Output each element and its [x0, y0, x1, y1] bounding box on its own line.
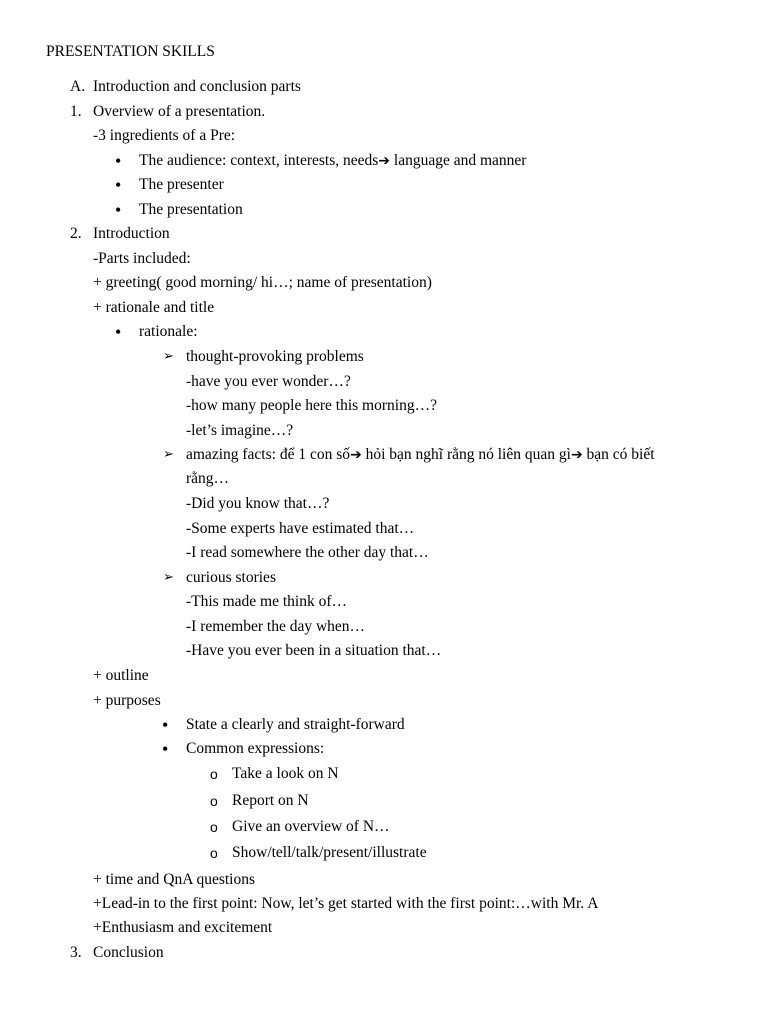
document-title: PRESENTATION SKILLS [46, 43, 215, 60]
example-phrase: -Did you know that…? [186, 495, 330, 512]
lead-in-text: +Lead-in to the first point: Now, let’s get started with the first point:…with Mr. A [93, 895, 599, 912]
list-item-text [139, 149, 526, 174]
purposes-text: + purposes [93, 692, 161, 709]
time-qna-text: + time and QnA questions [93, 871, 256, 888]
right-arrow-icon: ➔ [570, 447, 583, 463]
expression-text: Take a look on N [232, 765, 339, 782]
circle-bullet-icon: o [210, 819, 218, 835]
rationale-label: rationale: [139, 323, 198, 340]
item2-marker: 2. [70, 225, 82, 242]
amazing-facts-text [186, 443, 655, 468]
disc-bullet-icon: • [115, 151, 122, 171]
expression-text: Give an overview of N… [232, 818, 390, 835]
disc-bullet-icon: • [115, 175, 122, 195]
section-a-heading: Introduction and conclusion parts [93, 78, 301, 95]
example-phrase: -I read somewhere the other day that… [186, 544, 429, 561]
expression-text: Show/tell/talk/present/illustrate [232, 844, 427, 861]
amazing-facts-part: hỏi bạn nghĩ rằng nó liên quan gì [361, 446, 571, 463]
right-arrow-icon: ➔ [349, 447, 362, 463]
section-a-marker: A. [70, 78, 86, 95]
disc-bullet-icon: • [115, 200, 122, 220]
item1-heading: Overview of a presentation. [93, 103, 266, 120]
example-phrase: -how many people here this morning…? [186, 397, 437, 414]
item2-heading: Introduction [93, 225, 170, 242]
item3-heading: Conclusion [93, 944, 164, 961]
disc-bullet-icon: • [162, 739, 169, 759]
disc-bullet-icon: • [115, 322, 122, 342]
example-phrase: -let’s imagine…? [186, 422, 294, 439]
arrowhead-bullet-icon: ➢ [163, 447, 174, 462]
list-item-text: Common expressions: [186, 740, 325, 757]
list-item-text: State a clearly and straight-forward [186, 716, 405, 733]
item1-sub-text: -3 ingredients of a Pre: [93, 127, 236, 144]
example-phrase: -I remember the day when… [186, 618, 366, 635]
list-item-text: The presentation [139, 201, 243, 218]
curious-stories-label: curious stories [186, 569, 276, 586]
thought-provoking-label: thought-provoking problems [186, 348, 364, 365]
bullet-text-part: language and manner [390, 152, 527, 169]
outline-text: + outline [93, 667, 149, 684]
amazing-facts-continuation: rằng… [186, 470, 230, 487]
item3-marker: 3. [70, 944, 82, 961]
amazing-facts-part: amazing facts: để 1 con số [186, 446, 350, 463]
item1-marker: 1. [70, 103, 82, 120]
greeting-text: + greeting( good morning/ hi…; name of presentation) [93, 274, 432, 291]
amazing-facts-part: bạn có biết [582, 446, 655, 463]
example-phrase: -Some experts have estimated that… [186, 520, 415, 537]
arrowhead-bullet-icon: ➢ [163, 570, 174, 585]
bullet-text-part: The audience: context, interests, needs [139, 152, 379, 169]
right-arrow-icon: ➔ [378, 153, 391, 169]
circle-bullet-icon: o [210, 793, 218, 809]
list-item-text: The presenter [139, 176, 224, 193]
circle-bullet-icon: o [210, 845, 218, 861]
rationale-title-text: + rationale and title [93, 299, 215, 316]
expression-text: Report on N [232, 792, 309, 809]
example-phrase: -This made me think of… [186, 593, 347, 610]
example-phrase: -Have you ever been in a situation that… [186, 642, 442, 659]
disc-bullet-icon: • [162, 715, 169, 735]
arrowhead-bullet-icon: ➢ [163, 349, 174, 364]
parts-included-text: -Parts included: [93, 250, 191, 267]
enthusiasm-text: +Enthusiasm and excitement [93, 919, 273, 936]
example-phrase: -have you ever wonder…? [186, 373, 351, 390]
circle-bullet-icon: o [210, 766, 218, 782]
